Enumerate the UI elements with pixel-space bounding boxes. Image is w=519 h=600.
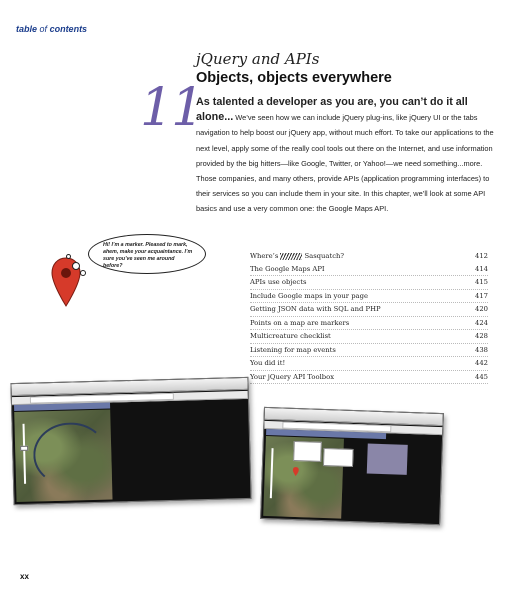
toc-entry-title: Listening for map events bbox=[250, 345, 336, 354]
intro-body: We’ve seen how we can include jQuery plug-ins, like jQuery UI or the tabs navigation to help boost our jQuery app, without much effort. To take our applications to the next level, apply some of the really cool tools out there on the Internet, and use information provided by the big hitters—like Google, Twitter, or Yahoo!—we need something...more. Those companies, and many others, provide APIs (application programming interfaces) to their services so you can include them in your site. In this chapter, we’ll look at some API basics and use a very common one: the Google Maps API. bbox=[196, 113, 494, 214]
browser-screenshot-left bbox=[10, 377, 251, 505]
browser-screenshot-right bbox=[260, 407, 444, 525]
scribbled-word-icon bbox=[280, 253, 302, 260]
info-window bbox=[323, 448, 354, 467]
toc-row[interactable] bbox=[250, 317, 488, 331]
toc-page-number: 414 bbox=[475, 264, 488, 273]
toc-row[interactable] bbox=[250, 276, 488, 290]
toc-row[interactable] bbox=[250, 371, 488, 385]
info-window bbox=[293, 441, 322, 462]
header-word-of: of bbox=[39, 24, 48, 34]
toc-row[interactable] bbox=[250, 344, 488, 358]
intro-lead: As talented a developer as you are, you can’t do it all alone... bbox=[196, 96, 468, 124]
toc-page-number: 420 bbox=[475, 305, 488, 313]
toc-entry-title: Getting JSON data with SQL and PHP bbox=[250, 305, 381, 313]
chapter-subtitle: jQuery and APIs bbox=[196, 50, 320, 68]
toc-page-number: 445 bbox=[475, 372, 488, 381]
toc-entry-title: APIs use objects bbox=[250, 278, 307, 286]
toc-entry-title: Points on a map are markers bbox=[250, 318, 350, 327]
header-word-table: table bbox=[16, 24, 38, 34]
map-marker-icon bbox=[293, 467, 299, 476]
toc-list bbox=[250, 250, 488, 384]
toc-row[interactable] bbox=[250, 330, 488, 344]
thought-dot bbox=[66, 254, 71, 259]
page-number: xx bbox=[20, 572, 29, 581]
chapter-title: Objects, objects everywhere bbox=[196, 70, 392, 86]
toc-entry-title: Multicreature checklist bbox=[250, 332, 331, 340]
toc-entry-title: Your jQuery API Toolbox bbox=[250, 372, 335, 381]
toc-prefix: Where’s bbox=[250, 252, 279, 260]
toc-page-number: 442 bbox=[475, 359, 488, 367]
toc-page-number: 438 bbox=[475, 345, 488, 354]
toc-entry-title: The Google Maps API bbox=[250, 264, 325, 273]
toc-row[interactable] bbox=[250, 303, 488, 317]
thought-dot bbox=[72, 262, 80, 270]
toc-entry-title: Where’s Sasquatch? bbox=[250, 252, 345, 260]
toc-page-number: 415 bbox=[475, 278, 488, 286]
checklist-panel bbox=[367, 444, 408, 475]
toc-entry-title: You did it! bbox=[250, 359, 286, 367]
thought-dot bbox=[80, 270, 86, 276]
toc-entry-title: Include Google maps in your page bbox=[250, 291, 368, 300]
toc-page-number: 428 bbox=[475, 332, 488, 340]
running-header bbox=[16, 24, 87, 34]
chapter-intro bbox=[196, 95, 502, 217]
toc-row[interactable] bbox=[250, 250, 488, 263]
toc-page-number: 424 bbox=[475, 318, 488, 327]
header-word-contents: contents bbox=[49, 24, 88, 34]
map-zoom-handle bbox=[20, 446, 28, 451]
toc-row[interactable] bbox=[250, 263, 488, 277]
toc-row[interactable] bbox=[250, 357, 488, 371]
toc-page-number: 412 bbox=[475, 252, 488, 260]
chapter-number: 11 bbox=[140, 78, 203, 138]
thought-bubble: Hi! I’m a marker. Pleased to mark, ahem, make your acquaintance. I’m sure you’ve seen me around before? bbox=[88, 234, 206, 274]
toc-page-number: 417 bbox=[475, 291, 488, 300]
toc-row[interactable] bbox=[250, 290, 488, 304]
